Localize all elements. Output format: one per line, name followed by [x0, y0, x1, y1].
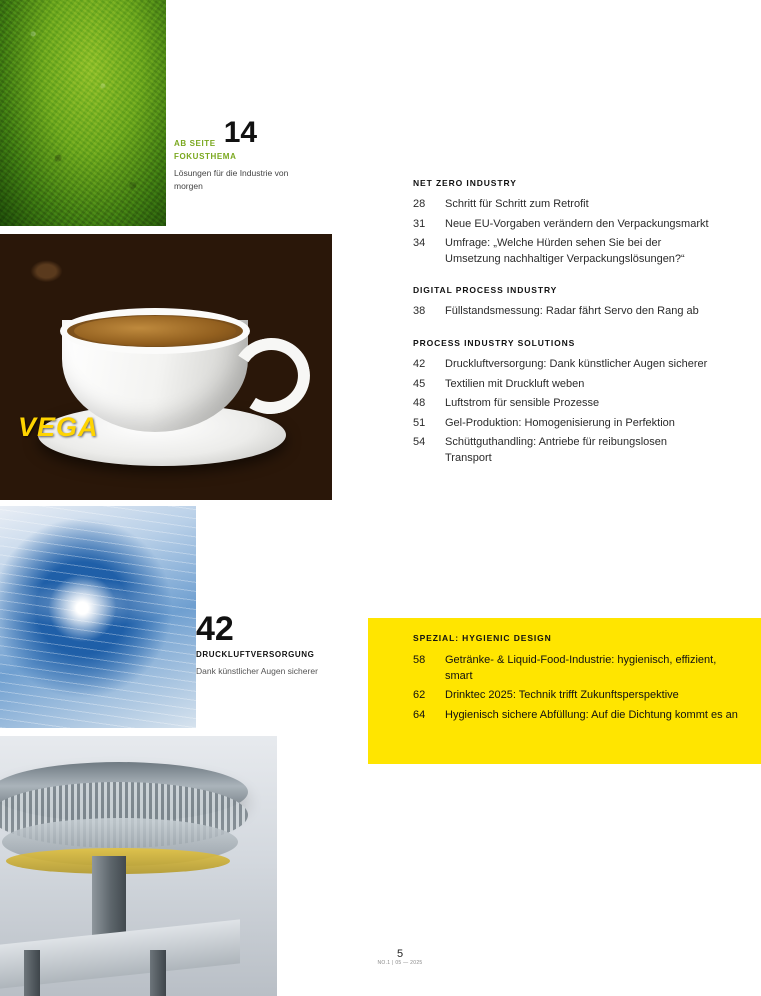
architecture-photo: [0, 736, 277, 996]
toc-entry-page: 31: [413, 217, 426, 230]
toc-group-heading: NET ZERO INDUSTRY: [413, 178, 517, 188]
toc-entry-title: Getränke- & Liquid-Food-Industrie: hygienisch, effizient, smart: [445, 654, 717, 682]
toc-entry[interactable]: [413, 688, 743, 704]
toc-entry[interactable]: [413, 416, 713, 432]
toc-entry-page: 64: [413, 708, 426, 721]
toc-entry[interactable]: [413, 304, 713, 320]
toc-entry-page: 48: [413, 397, 426, 410]
toc-group-process-industry-solutions: [413, 338, 713, 467]
toc-group-heading: PROCESS INDUSTRY SOLUTIONS: [413, 338, 576, 349]
crema-shape: [74, 316, 236, 346]
toc-entry-title: Textilien mit Druckluft weben: [445, 377, 585, 390]
toc-entry-title: Druckluftversorgung: Dank künstlicher Augen sicherer: [445, 358, 708, 371]
moss-photo: [0, 0, 166, 226]
toc-entry-title: Drinktec 2025: Technik trifft Zukunftsperspektive: [445, 689, 679, 702]
vega-logo: VEGA: [18, 412, 99, 442]
toc-entry[interactable]: [413, 377, 713, 393]
toc-entry[interactable]: [413, 197, 713, 213]
pavilion-leg-shape: [150, 950, 166, 996]
toc-special-hygienic-design: [368, 618, 761, 764]
toc-group-net-zero-industry: [413, 178, 713, 267]
caption-druckluftversorgung: [196, 612, 318, 678]
toc-entry[interactable]: [413, 708, 743, 724]
toc-entry-page: 45: [413, 377, 426, 390]
toc-entry-page: 34: [413, 237, 426, 250]
toc-entry-page: 28: [413, 198, 426, 210]
toc-entry[interactable]: [413, 396, 713, 412]
eye-photo: [0, 506, 196, 728]
caption-text: Dank künstlicher Augen sicherer: [196, 666, 318, 676]
toc-entry[interactable]: [413, 435, 713, 466]
toc-entry-title: Schritt für Schritt zum Retrofit: [445, 198, 589, 210]
toc-entry-page: 51: [413, 416, 426, 429]
footer-page-number: 5: [396, 948, 404, 960]
toc-entry-title: Gel-Produktion: Homogenisierung in Perfektion: [445, 416, 675, 429]
toc-entry-title: Schüttguthandling: Antriebe für reibungslosen Transport: [445, 436, 667, 465]
toc-entry-page: 62: [413, 689, 426, 702]
caption-kicker: AB SEITE: [174, 139, 216, 148]
caption-subtitle: FOKUSTHEMA: [174, 152, 237, 161]
caption-text: Lösungen für die Industrie von morgen: [174, 168, 289, 191]
toc-entry-page: 54: [413, 436, 426, 449]
toc-entry-title: Luftstrom für sensible Prozesse: [445, 397, 600, 410]
caption-fokusthema: [174, 118, 294, 193]
toc-special-content: [413, 633, 743, 727]
toc-entry[interactable]: [413, 236, 713, 267]
toc-entry-title: Hygienisch sichere Abfüllung: Auf die Dichtung kommt es an: [445, 708, 738, 721]
toc-entry-title: Neue EU-Vorgaben verändern den Verpackungsmarkt: [445, 217, 709, 230]
toc-entry[interactable]: [413, 653, 743, 684]
toc-entry[interactable]: [413, 357, 713, 373]
caption-number: 14: [223, 116, 258, 149]
page-footer: [370, 948, 430, 966]
toc-entry[interactable]: [413, 217, 713, 233]
toc-group-heading: SPEZIAL: HYGIENIC DESIGN: [413, 633, 552, 643]
pavilion-leg-shape: [24, 950, 40, 996]
footer-meta: NO.1 | 05 — 2025: [377, 960, 423, 967]
caption-subtitle: DRUCKLUFTVERSORGUNG: [196, 650, 315, 659]
toc-entry-title: Umfrage: „Welche Hürden sehen Sie bei der Umsetzung nachhaltiger Verpackungslösungen?“: [445, 237, 685, 265]
toc-entry-page: 58: [413, 654, 426, 666]
toc-entry-page: 42: [413, 358, 426, 371]
toc-group-heading: DIGITAL PROCESS INDUSTRY: [413, 285, 558, 296]
toc-group-digital-process-industry: [413, 285, 713, 320]
caption-number-row: [174, 118, 294, 148]
toc-entry-page: 38: [413, 305, 426, 318]
caption-number: 42: [196, 610, 234, 648]
toc-entry-title: Füllstandsmessung: Radar fährt Servo den Rang ab: [445, 305, 699, 318]
coffee-photo: [0, 234, 332, 500]
table-of-contents: [413, 178, 713, 485]
